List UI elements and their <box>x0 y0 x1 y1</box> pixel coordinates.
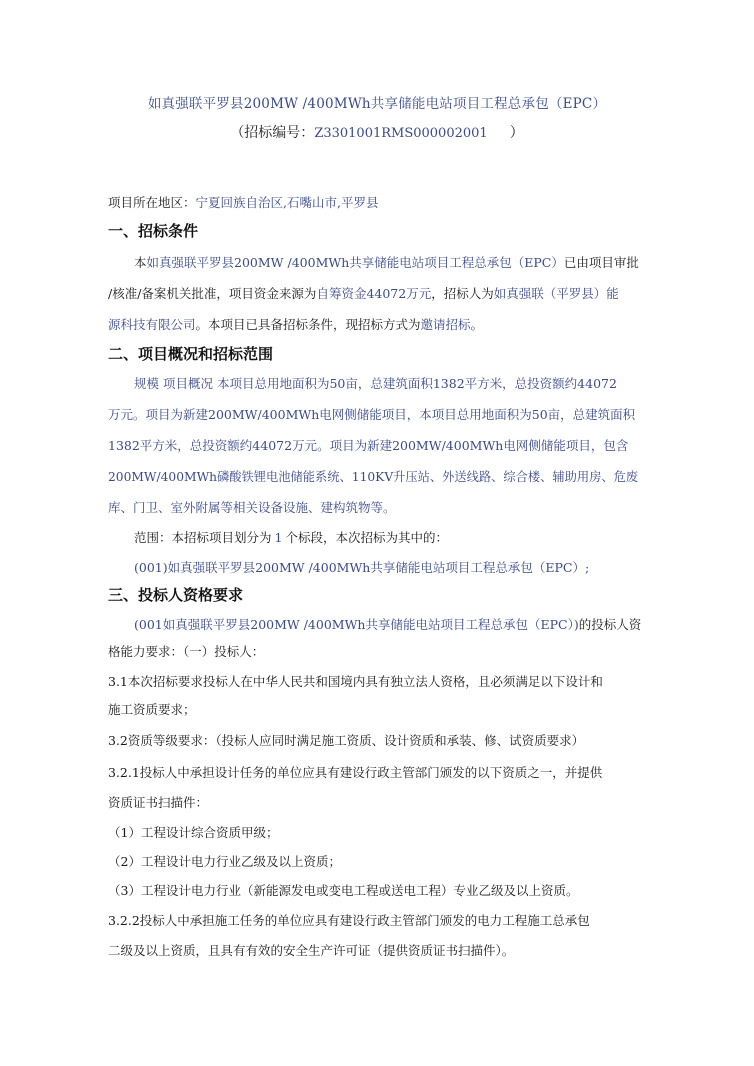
req-item-2: （2）工程设计电力行业乙级及以上资质； <box>108 854 341 869</box>
s3-qualify-line-1 <box>134 615 644 633</box>
req-3-2-1-line-1: 3.2.1投标人中承担设计任务的单位应具有建设行政主管部门颁发的以下资质之一，并提供 <box>108 765 603 780</box>
req-3-1-line-1: 3.1本次招标要求投标人在中华人民共和国境内具有独立法人资格，且必须满足以下设计和 <box>108 674 603 689</box>
s1-text: ，招标人为 <box>431 286 494 301</box>
s1-text: 。 <box>470 317 484 332</box>
s1-project-name: 如真强联平罗县200MW /400MWh共享储能电站项目工程总承包（EPC） <box>146 255 564 270</box>
req-3-2-1-line-2: 资质证书扫描件： <box>108 795 209 810</box>
s1-tenderer: 如真强联（平罗县）能 <box>493 286 619 301</box>
bid-number <box>60 122 694 142</box>
section-heading-1: 一、招标条件 <box>108 222 199 240</box>
s1-line-1 <box>134 253 644 271</box>
s1-tenderer-cont: 源科技有限公司 <box>108 317 196 332</box>
location-value: 宁夏回族自治区,石嘴山市,平罗县 <box>195 195 379 210</box>
req-3-2-2-line-1: 3.2.2投标人中承担施工任务的单位应具有建设行政主管部门颁发的电力工程施工总承包 <box>108 913 590 928</box>
req-item-1: （1）工程设计综合资质甲级； <box>108 825 279 840</box>
req-3-1-line-2: 施工资质要求； <box>108 702 196 717</box>
s1-text: 。本项目已具备招标条件，现招标方式为 <box>195 317 421 332</box>
req-3-2: 3.2资质等级要求：（投标人应同时满足施工资质、设计资质和承装、修、试资质要求） <box>108 733 585 748</box>
s2-scope <box>134 528 644 546</box>
s3-qualify-line-2: 格能力要求：（一）投标人： <box>108 644 265 659</box>
section-heading-2: 二、项目概况和招标范围 <box>108 345 274 363</box>
bid-number-suffix: ） <box>509 125 524 141</box>
s2-para-line-1: 规模 项目概况 本项目总用地面积为50亩，总建筑面积1382平方米，总投资额约44072 <box>134 376 617 391</box>
s3-lot-name: (001如真强联平罗县200MW /400MWh共享储能电站项目工程总承包（EPC）) <box>134 617 579 632</box>
s3-text: 的投标人资 <box>578 617 642 632</box>
s1-line-3 <box>108 315 644 333</box>
req-3-2-2-line-2: 二级及以上资质，且具有有效的安全生产许可证（提供资质证书扫描件）。 <box>108 943 515 958</box>
s2-para-line-4: 200MW/400MWh磷酸铁锂电池储能系统、110KV升压站、外送线路、综合楼、辅助用房、危废 <box>108 470 639 484</box>
scope-text: 范围：本招标项目划分为 <box>134 530 272 545</box>
location-label: 项目所在地区： <box>108 195 196 210</box>
s1-text: 已由项目审批 <box>563 255 639 270</box>
s2-para-line-2: 万元。项目为新建200MW/400MWh电网侧储能项目，本项目总用地面积为50亩，总建筑面积 <box>108 407 636 422</box>
s2-para-line-5: 库、门卫、室外附属等相关设备设施、建构筑物等。 <box>108 500 396 515</box>
project-location <box>108 193 644 211</box>
s1-funding: 自筹资金44072万元 <box>316 286 432 301</box>
s1-text: /核准/备案机关批准，项目资金来源为 <box>108 286 317 301</box>
s2-para-line-3: 1382平方米，总投资额约44072万元。项目为新建200MW/400MWh电网侧储能项目，包含 <box>108 438 629 453</box>
scope-lot-count: 1 <box>274 530 283 545</box>
s1-line-2 <box>108 284 644 302</box>
section-heading-3: 三、投标人资格要求 <box>108 586 244 604</box>
s2-lot: (001)如真强联平罗县200MW /400MWh共享储能电站项目工程总承包（EPC）; <box>134 560 590 575</box>
s1-text: 本 <box>134 255 147 270</box>
scope-text: 个标段，本次招标为其中的： <box>285 530 448 545</box>
req-item-3: （3）工程设计电力行业（新能源发电或变电工程或送电工程）专业乙级及以上资质。 <box>108 883 579 898</box>
bid-number-prefix: （招标编号： <box>230 125 315 141</box>
document-title: 如真强联平罗县200MW /400MWh共享储能电站项目工程总承包（EPC） <box>147 96 607 112</box>
s1-tender-method: 邀请招标 <box>420 317 471 332</box>
bid-number-code: Z3301001RMS000002001 <box>314 126 488 141</box>
